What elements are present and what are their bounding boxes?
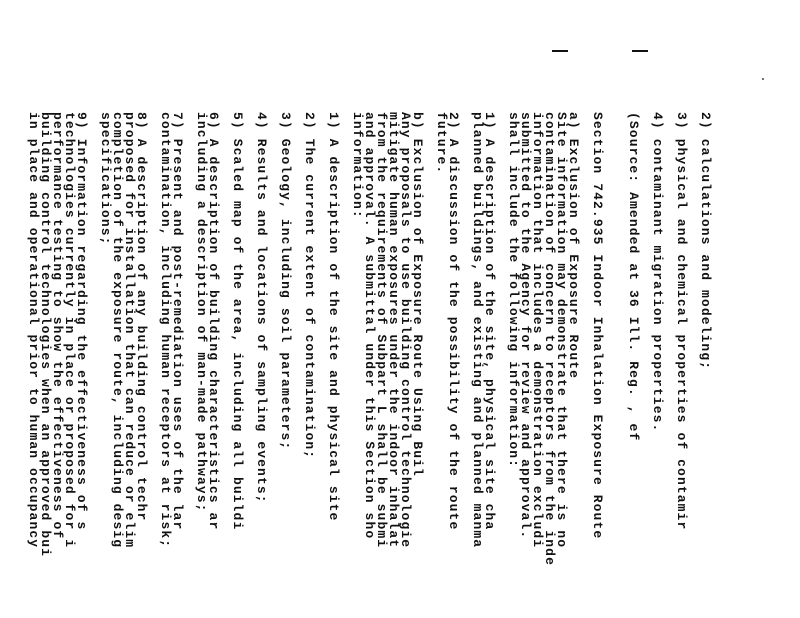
document-line: from the requirements of Subpart L shall be submi: [374, 112, 389, 549]
scan-speck: [762, 78, 764, 80]
document-line: technologies currently in place or proposed for i: [62, 112, 77, 549]
document-line: 9) Information regarding the effectiveness of s: [74, 112, 89, 531]
document-line: 2) A discussion of the possibility of the route: [446, 112, 461, 531]
document-line: proposed for installation that can reduce or elim: [122, 112, 137, 549]
document-line: 5) Scaled map of the area, including all buildi: [230, 112, 245, 531]
document-line: Site information may demonstrate that there is no: [554, 112, 569, 549]
document-line: completion of the exposure route, including desig: [110, 112, 125, 549]
document-line: 7) Present and post-remediation uses of the lar: [170, 112, 185, 531]
document-line: future.: [434, 112, 449, 175]
document-line: specifications;: [98, 112, 113, 246]
document-line: 3) physical and chemical properties of contamir: [674, 112, 689, 531]
document-line: 4) Results and locations of sampling events;: [254, 112, 269, 504]
document-line: contamination, including human receptors at risk;: [158, 112, 173, 549]
document-line: b) Exclusion of Exposure Route Using Buil: [410, 112, 425, 477]
document-line: in place and operational prior to human occupancy: [26, 112, 41, 549]
document-line: 1) A description of the site and physical site: [326, 112, 341, 522]
document-line: mitigate human exposures under the indoor inhalat: [386, 112, 401, 549]
document-line: building control technologies when an approved bui: [38, 112, 53, 558]
document-line: information that includes a demonstration excludi: [530, 112, 545, 549]
document-line: 6) A description of building characteristics ar: [206, 112, 221, 531]
header-dash-mark: [552, 50, 568, 52]
document-line: 2) The current extent of contamination;: [302, 112, 317, 460]
document-line: contamination of concern to receptors from the inde: [542, 112, 557, 566]
document-line: 8) A description of any building control techr: [134, 112, 149, 522]
document-line: submitted to the Agency for review and approval.: [518, 112, 533, 540]
document-line: information:: [350, 112, 365, 219]
document-line: 1) A description of the site, physical site cha: [482, 112, 497, 531]
document-line: 4) contaminant migration properties.: [650, 112, 665, 433]
document-line: 3) Geology, including soil parameters;: [278, 112, 293, 451]
section-heading: Section 742.935 Indoor Inhalation Exposure Route: [590, 112, 605, 540]
document-line: and approval. A submittal under this Section sho: [362, 112, 377, 540]
document-line: (Source: Amended at 36 Ill. Reg. , ef: [626, 112, 641, 442]
document-line: a) Exclusion of Exposure Route: [566, 112, 581, 380]
document-line: performance testing to show the effectiveness of: [50, 112, 65, 540]
document-line: planned buildings, and existing and planned manma: [470, 112, 485, 549]
document-line: shall include the following information:: [506, 112, 521, 469]
document-line: including a description of man-made pathways;: [194, 112, 209, 513]
document-line: 2) calculations and modeling;: [698, 112, 713, 371]
header-dash-mark: [632, 50, 648, 52]
document-line: Any proposals to use building control technologie: [398, 112, 413, 549]
